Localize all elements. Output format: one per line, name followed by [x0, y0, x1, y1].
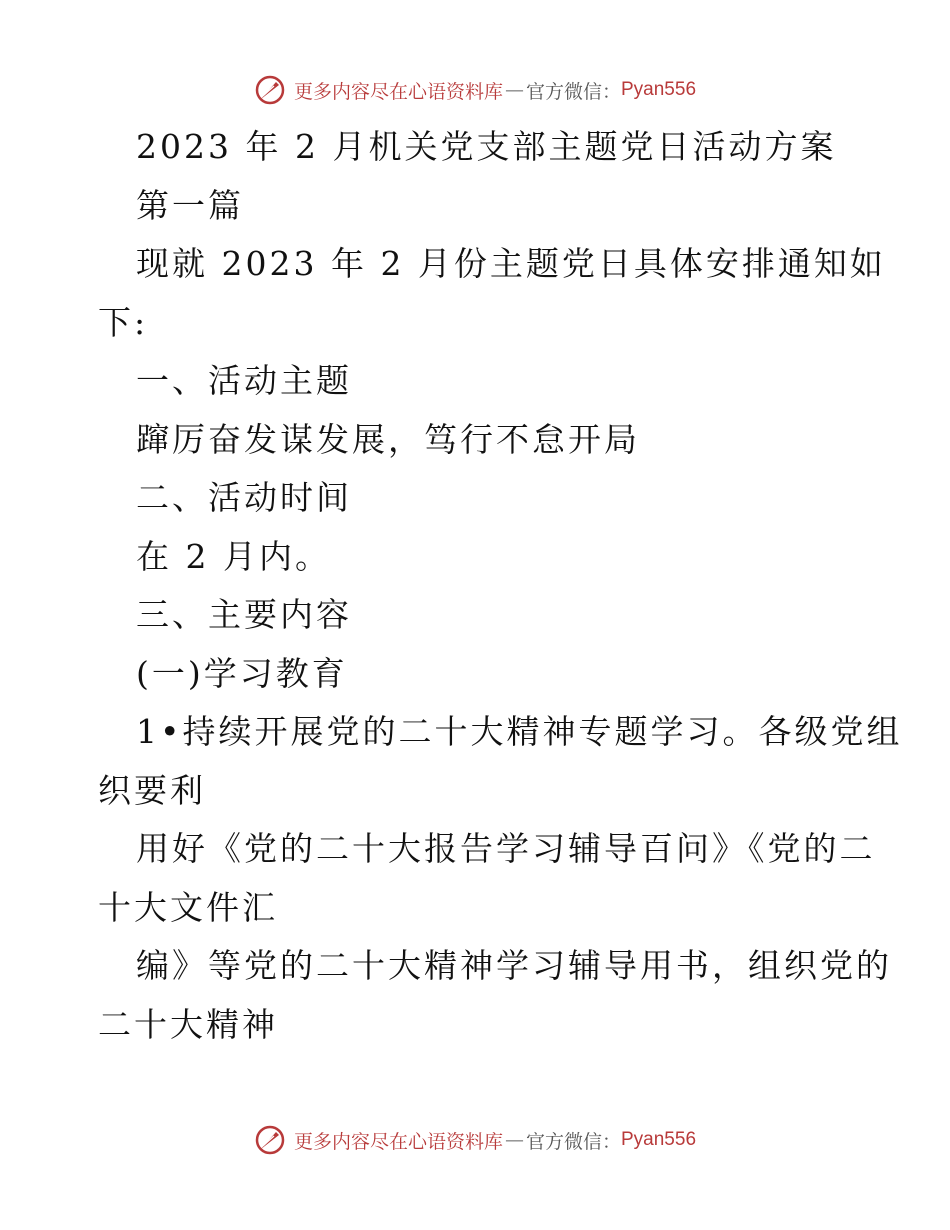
banner-wechat-id: Pyan556: [621, 79, 697, 100]
banner-wechat-label: 官方微信：: [525, 80, 621, 103]
paragraph-line: 编》等党的二十大精神学习辅导用书，组织党的: [136, 946, 892, 985]
banner-text: 更多内容尽在心语资料库: [293, 80, 503, 103]
paragraph-line: 二十大精神: [98, 1004, 278, 1044]
paragraph-line: 在 2 月内。: [136, 536, 331, 576]
banner-wechat-id: Pyan556: [621, 1129, 697, 1150]
section-heading: 一、活动主题: [136, 361, 352, 400]
section-heading: 二、活动时间: [136, 478, 352, 517]
footer-watermark-banner: [0, 1120, 950, 1160]
feather-logo-icon: [254, 74, 286, 106]
banner-separator: —: [504, 79, 524, 101]
paragraph-line: 现就 2023 年 2 月份主题党日具体安排通知如: [136, 244, 886, 283]
chapter-heading: 第一篇: [136, 185, 244, 225]
paragraph-line: 十大文件汇: [98, 887, 278, 927]
banner-separator: —: [504, 1129, 524, 1151]
paragraph-line: 用好《党的二十大报告学习辅导百问》《党的二: [136, 829, 876, 868]
paragraph-line: 织要利: [98, 770, 206, 810]
document-body: [98, 118, 903, 1054]
paragraph-line: 下:: [98, 302, 149, 342]
document-title: 2023 年 2 月机关党支部主题党日活动方案: [136, 127, 837, 166]
paragraph-line: 1•持续开展党的二十大精神专题学习。各级党组: [136, 712, 903, 751]
banner-text: 更多内容尽在心语资料库: [293, 1130, 503, 1153]
feather-logo-icon: [254, 1124, 286, 1156]
subsection-heading: (一)学习教育: [136, 653, 348, 693]
banner-wechat-label: 官方微信：: [525, 1130, 621, 1153]
header-watermark-banner: [0, 70, 950, 110]
section-heading: 三、主要内容: [136, 595, 352, 634]
paragraph-line: 蹿厉奋发谋发展，笃行不怠开局: [136, 419, 640, 459]
